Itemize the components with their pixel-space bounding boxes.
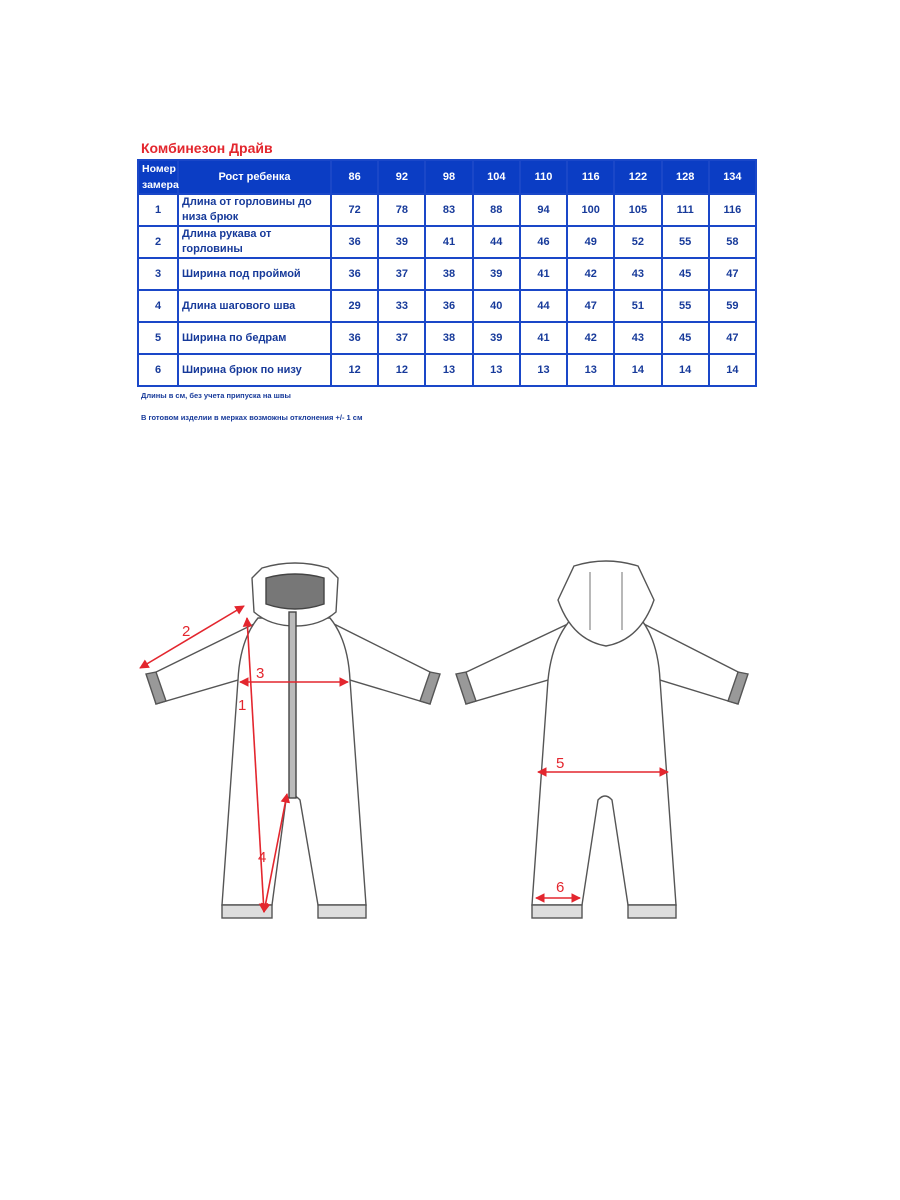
size-table <box>137 159 757 387</box>
header-size: 134 <box>709 160 756 194</box>
cell-value: 12 <box>378 354 425 386</box>
row-num: 5 <box>138 322 178 354</box>
cell-value: 37 <box>378 322 425 354</box>
table-row <box>138 290 756 322</box>
front-view <box>146 563 440 918</box>
header-size: 86 <box>331 160 378 194</box>
cell-value: 29 <box>331 290 378 322</box>
cell-value: 111 <box>662 194 709 226</box>
measure-5-label: 5 <box>556 755 565 772</box>
cell-value: 36 <box>331 258 378 290</box>
cell-value: 43 <box>614 258 661 290</box>
cell-value: 88 <box>473 194 520 226</box>
row-name: Ширина по бедрам <box>178 322 331 354</box>
back-body <box>532 618 676 905</box>
cell-value: 78 <box>378 194 425 226</box>
cell-value: 39 <box>473 322 520 354</box>
row-name: Длина рукава от горловины <box>178 226 331 258</box>
cell-value: 13 <box>473 354 520 386</box>
cell-value: 36 <box>331 322 378 354</box>
cell-value: 40 <box>473 290 520 322</box>
header-growth: Рост ребенка <box>178 160 331 194</box>
note-tolerance: В готовом изделии в мерках возможны отклонения +/- 1 см <box>141 413 363 422</box>
front-right-leg-cuff <box>318 905 366 918</box>
back-right-leg-cuff <box>628 905 676 918</box>
cell-value: 42 <box>567 322 614 354</box>
front-hood-opening <box>266 574 324 609</box>
header-size: 110 <box>520 160 567 194</box>
cell-value: 44 <box>520 290 567 322</box>
size-table-header <box>138 160 756 194</box>
measure-4-label: 4 <box>258 849 267 866</box>
header-size: 98 <box>425 160 472 194</box>
cell-value: 13 <box>520 354 567 386</box>
front-zipper <box>289 612 296 798</box>
cell-value: 39 <box>473 258 520 290</box>
row-name: Длина от горловины до низа брюк <box>178 194 331 226</box>
header-size: 116 <box>567 160 614 194</box>
cell-value: 47 <box>709 322 756 354</box>
header-size: 104 <box>473 160 520 194</box>
cell-value: 46 <box>520 226 567 258</box>
cell-value: 45 <box>662 258 709 290</box>
cell-value: 45 <box>662 322 709 354</box>
cell-value: 94 <box>520 194 567 226</box>
cell-value: 47 <box>709 258 756 290</box>
header-size: 122 <box>614 160 661 194</box>
row-num: 3 <box>138 258 178 290</box>
row-name: Длина шагового шва <box>178 290 331 322</box>
cell-value: 13 <box>425 354 472 386</box>
cell-value: 36 <box>331 226 378 258</box>
cell-value: 42 <box>567 258 614 290</box>
cell-value: 43 <box>614 322 661 354</box>
cell-value: 14 <box>614 354 661 386</box>
cell-value: 116 <box>709 194 756 226</box>
cell-value: 12 <box>331 354 378 386</box>
cell-value: 83 <box>425 194 472 226</box>
header-num: Номер замера <box>138 160 178 194</box>
cell-value: 41 <box>425 226 472 258</box>
measure-3-label: 3 <box>256 665 265 682</box>
cell-value: 58 <box>709 226 756 258</box>
measure-2-label: 2 <box>182 623 191 640</box>
cell-value: 33 <box>378 290 425 322</box>
cell-value: 41 <box>520 322 567 354</box>
table-row <box>138 354 756 386</box>
row-num: 2 <box>138 226 178 258</box>
cell-value: 51 <box>614 290 661 322</box>
row-num: 6 <box>138 354 178 386</box>
cell-value: 55 <box>662 290 709 322</box>
measure-6-label: 6 <box>556 879 565 896</box>
table-row <box>138 322 756 354</box>
cell-value: 52 <box>614 226 661 258</box>
overall-drawing <box>0 540 900 940</box>
header-size: 128 <box>662 160 709 194</box>
cell-value: 13 <box>567 354 614 386</box>
row-name: Ширина под проймой <box>178 258 331 290</box>
cell-value: 72 <box>331 194 378 226</box>
row-name: Ширина брюк по низу <box>178 354 331 386</box>
cell-value: 44 <box>473 226 520 258</box>
cell-value: 14 <box>709 354 756 386</box>
cell-value: 49 <box>567 226 614 258</box>
measure-1-label: 1 <box>238 697 247 714</box>
table-row <box>138 226 756 258</box>
cell-value: 38 <box>425 258 472 290</box>
row-num: 4 <box>138 290 178 322</box>
cell-value: 59 <box>709 290 756 322</box>
cell-value: 105 <box>614 194 661 226</box>
cell-value: 100 <box>567 194 614 226</box>
note-units: Длины в см, без учета припуска на швы <box>141 391 291 400</box>
back-left-leg-cuff <box>532 905 582 918</box>
cell-value: 36 <box>425 290 472 322</box>
back-view <box>456 561 748 918</box>
cell-value: 47 <box>567 290 614 322</box>
cell-value: 37 <box>378 258 425 290</box>
table-row <box>138 194 756 226</box>
product-title: Комбинезон Драйв <box>141 140 273 156</box>
row-num: 1 <box>138 194 178 226</box>
cell-value: 41 <box>520 258 567 290</box>
header-size: 92 <box>378 160 425 194</box>
cell-value: 38 <box>425 322 472 354</box>
cell-value: 14 <box>662 354 709 386</box>
cell-value: 55 <box>662 226 709 258</box>
cell-value: 39 <box>378 226 425 258</box>
table-row <box>138 258 756 290</box>
